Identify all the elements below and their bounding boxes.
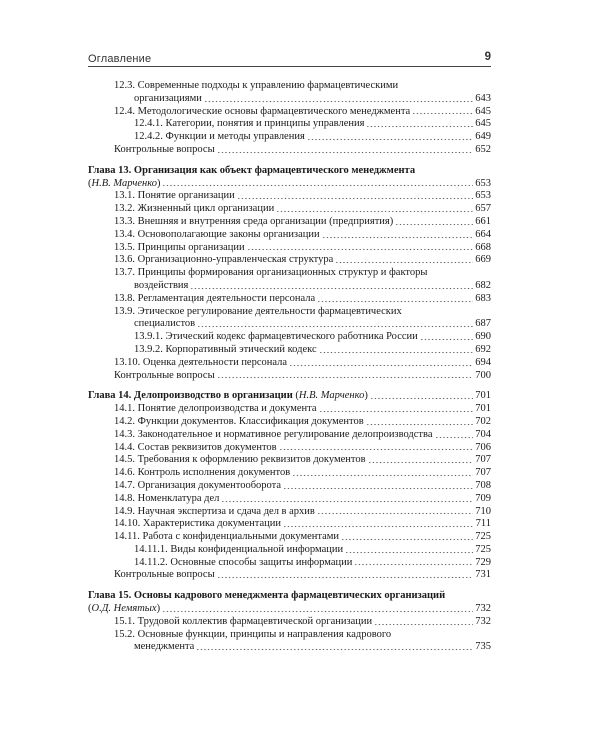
toc-page-number: 706: [475, 441, 491, 453]
dot-leader: [322, 230, 474, 239]
toc-entry-14-11-2[interactable]: 14.11.2. Основные способы защиты информации 729: [134, 556, 491, 568]
toc-entry-13-9-1[interactable]: 13.9.1. Этический кодекс фармацевтического работника России 690: [134, 331, 491, 343]
toc-entry-12-3-line1[interactable]: 12.3. Современные подходы к управлению фармацевтическими: [114, 80, 399, 91]
dot-leader: [370, 391, 473, 400]
header-rule: [88, 66, 491, 67]
dot-leader: [279, 442, 474, 451]
dot-leader: [276, 204, 473, 213]
dot-leader: [435, 430, 474, 439]
toc-page-number: 732: [475, 603, 491, 615]
toc-page-number: 661: [475, 215, 491, 227]
toc-entry-12-4[interactable]: 12.4. Методологические основы фармацевтического менеджмента 645: [114, 105, 491, 117]
toc-entry-ch13-questions[interactable]: Контрольные вопросы 700: [114, 369, 491, 381]
toc-entry-13-9-2[interactable]: 13.9.2. Корпоративный этический кодекс 692: [134, 343, 491, 355]
dot-leader: [283, 519, 474, 528]
toc-page-number: 643: [475, 92, 491, 104]
toc-entry-13-1[interactable]: 13.1. Понятие организации 653: [114, 190, 491, 202]
toc-entry-ch14-questions[interactable]: Контрольные вопросы 731: [114, 569, 491, 581]
toc-page-number: 653: [475, 177, 491, 189]
toc-page-number: 709: [475, 492, 491, 504]
toc-entry-14-10[interactable]: 14.10. Характеристика документации 711: [114, 518, 491, 530]
toc-page-number: 707: [475, 454, 491, 466]
toc-page-number: 704: [475, 428, 491, 440]
toc-page-number: 645: [475, 105, 491, 117]
dot-leader: [307, 132, 473, 141]
dot-leader: [319, 345, 474, 354]
dot-leader: [237, 191, 473, 200]
toc-page-number: 668: [475, 241, 491, 253]
toc-entry-ch12-questions[interactable]: Контрольные вопросы 652: [114, 143, 491, 155]
page-number: 9: [484, 51, 491, 63]
toc-chapter-15[interactable]: (О.Д. Немятых) 732: [88, 603, 491, 615]
toc-chapter-14[interactable]: Глава 14. Делопроизводство в организации (Н.В. Марченко) 701: [88, 390, 491, 402]
toc-entry-14-1[interactable]: 14.1. Понятие делопроизводства и документа 701: [114, 403, 491, 415]
dot-leader: [217, 370, 474, 379]
toc-page-number: 682: [475, 279, 491, 291]
dot-leader: [366, 417, 474, 426]
dot-leader: [366, 119, 473, 128]
toc-entry-13-4[interactable]: 13.4. Основополагающие законы организации 664: [114, 228, 491, 240]
toc-page-number: 652: [475, 143, 491, 155]
running-header: [88, 48, 491, 66]
dot-leader: [221, 494, 473, 503]
toc-page-number: 645: [475, 118, 491, 130]
dot-leader: [190, 281, 473, 290]
toc-page-number: 732: [475, 615, 491, 627]
toc-page-number: 702: [475, 415, 491, 427]
dot-leader: [247, 242, 474, 251]
toc-entry-13-2[interactable]: 13.2. Жизненный цикл организации 657: [114, 203, 491, 215]
toc-page-number: 711: [475, 518, 491, 530]
toc-entry-13-5[interactable]: 13.5. Принципы организации 668: [114, 241, 491, 253]
toc-entry-14-7[interactable]: 14.7. Организация документооборота 708: [114, 479, 491, 491]
toc-entry-14-4[interactable]: 14.4. Состав реквизитов документов 706: [114, 441, 491, 453]
toc-entry-15-1[interactable]: 15.1. Трудовой коллектив фармацевтической организации 732: [114, 615, 491, 627]
toc-page-number: 710: [475, 505, 491, 517]
toc-entry-14-9[interactable]: 14.9. Научная экспертиза и сдача дел в архив 710: [114, 505, 491, 517]
toc-page-number: 731: [475, 569, 491, 581]
toc-page-number: 690: [475, 331, 491, 343]
running-header-title: Оглавление: [88, 53, 152, 65]
chapter-author: Н.В. Марченко: [91, 177, 157, 189]
toc-page-number: 653: [475, 190, 491, 202]
toc-page-number: 725: [475, 543, 491, 555]
toc-entry-13-6[interactable]: 13.6. Организационно-управленческая структура 669: [114, 254, 491, 266]
toc-entry-13-7[interactable]: воздействия 682: [134, 279, 491, 291]
toc-page-number: 701: [475, 390, 491, 402]
toc-page-number: 669: [475, 254, 491, 266]
toc-page-number: 683: [475, 292, 491, 304]
dot-leader: [197, 319, 473, 328]
toc-page-number: 657: [475, 203, 491, 215]
dot-leader: [317, 294, 473, 303]
dot-leader: [204, 94, 473, 103]
toc-entry-14-8[interactable]: 14.8. Номенклатура дел 709: [114, 492, 491, 504]
dot-leader: [162, 178, 473, 187]
dot-leader: [395, 217, 473, 226]
toc-entry-14-3[interactable]: 14.3. Законодательное и нормативное регулирование делопроизводства 704: [114, 428, 491, 440]
chapter-author: О.Д. Немятых: [91, 603, 157, 615]
toc-entry-14-11-1[interactable]: 14.11.1. Виды конфиденциальной информации 725: [134, 543, 491, 555]
dot-leader: [345, 545, 473, 554]
toc-page-number: 694: [475, 356, 491, 368]
toc-page-number: 729: [475, 556, 491, 568]
toc-entry-13-10[interactable]: 13.10. Оценка деятельности персонала 694: [114, 356, 491, 368]
dot-leader: [368, 455, 474, 464]
dot-leader: [217, 570, 474, 579]
dot-leader: [420, 332, 473, 341]
dot-leader: [217, 145, 474, 154]
dot-leader: [319, 404, 474, 413]
dot-leader: [283, 481, 473, 490]
toc-page-number: 687: [475, 318, 491, 330]
toc-entry-14-6[interactable]: 14.6. Контроль исполнения документов 707: [114, 467, 491, 479]
dot-leader: [354, 557, 473, 566]
toc-page-number: 708: [475, 479, 491, 491]
toc-entry-15-2[interactable]: менеджмента 735: [134, 641, 491, 653]
dot-leader: [341, 532, 473, 541]
dot-leader: [162, 604, 473, 613]
toc-chapter-15-title[interactable]: Глава 15. Основы кадрового менеджмента фармацевтических организаций: [88, 590, 446, 602]
toc-page-number: 725: [475, 531, 491, 543]
toc-entry-13-9-line1[interactable]: 13.9. Этическое регулирование деятельности фармацевтических: [114, 305, 402, 317]
toc-entry-13-9[interactable]: специалистов 687: [134, 318, 491, 330]
toc-entry-12-3[interactable]: организациями 643: [134, 92, 491, 104]
toc-entry-14-2[interactable]: 14.2. Функции документов. Классификация документов 702: [114, 415, 491, 427]
toc-entry-12-4-1[interactable]: 12.4.1. Категории, понятия и принципы управления 645: [134, 118, 491, 130]
table-of-contents: [88, 80, 491, 654]
dot-leader: [335, 255, 473, 264]
toc-entry-13-7-line1[interactable]: 13.7. Принципы формирования организационных структур и факторы: [114, 267, 428, 279]
toc-entry-14-11[interactable]: 14.11. Работа с конфиденциальными документами 725: [114, 531, 491, 543]
toc-entry-12-4-2[interactable]: 12.4.2. Функции и методы управления 649: [134, 131, 491, 143]
dot-leader: [374, 617, 473, 626]
toc-chapter-13[interactable]: (Н.В. Марченко) 653: [88, 177, 491, 189]
dot-leader: [317, 506, 473, 515]
toc-page-number: 664: [475, 228, 491, 240]
dot-leader: [289, 358, 473, 367]
chapter-author: Н.В. Марченко: [298, 390, 365, 402]
toc-page-number: 701: [475, 403, 491, 415]
dot-leader: [412, 106, 473, 115]
toc-page-number: 700: [475, 369, 491, 381]
toc-page-number: 735: [475, 641, 491, 653]
toc-page-number: 649: [475, 131, 491, 143]
toc-chapter-13-title[interactable]: Глава 13. Организация как объект фармацевтического менеджмента: [88, 164, 416, 176]
dot-leader: [292, 468, 473, 477]
toc-entry-13-8[interactable]: 13.8. Регламентация деятельности персонала 683: [114, 292, 491, 304]
dot-leader: [196, 642, 473, 651]
toc-entry-15-2-line1[interactable]: 15.2. Основные функции, принципы и направления кадрового: [114, 628, 392, 640]
toc-entry-14-5[interactable]: 14.5. Требования к оформлению реквизитов документов 707: [114, 454, 491, 466]
toc-entry-13-3[interactable]: 13.3. Внешняя и внутренняя среда организации (предприятия) 661: [114, 215, 491, 227]
toc-page-number: 692: [475, 343, 491, 355]
toc-page-number: 707: [475, 467, 491, 479]
